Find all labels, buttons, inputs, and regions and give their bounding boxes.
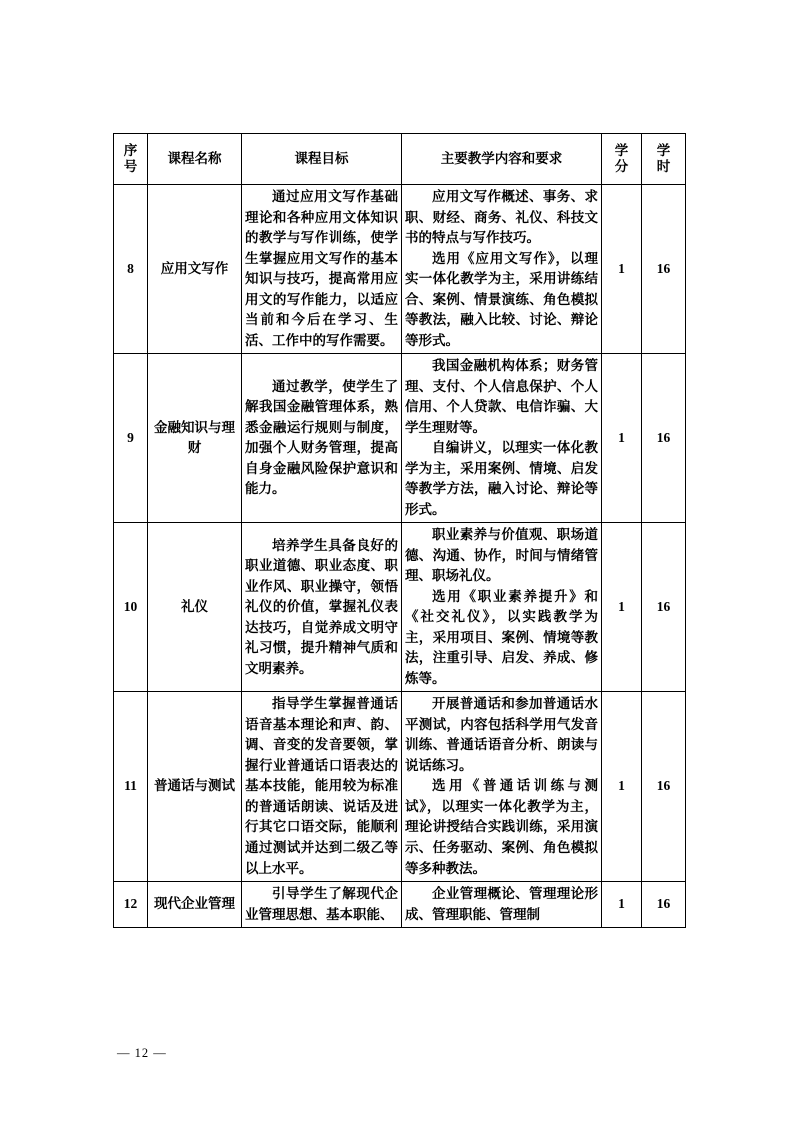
cell-course-content bbox=[402, 882, 602, 928]
cell-course-name: 现代企业管理 bbox=[148, 882, 242, 928]
cell-course-goal bbox=[242, 354, 402, 523]
cell-course-content bbox=[402, 354, 602, 523]
header-cell-no bbox=[114, 134, 148, 185]
goal-paragraph: 指导学生掌握普通话语音基本理论和声、韵、调、音变的发音要领，掌握行业普通话口语表达的基本技能，能用较为标准的普通话朗读、说话及进行其它口语交际，能顺利通过测试并达到二级乙等以上水平。 bbox=[245, 696, 398, 876]
content-paragraph: 我国金融机构体系；财务管理、支付、个人信息保护、个人信用、个人贷款、电信诈骗、大学生理财等。 bbox=[405, 358, 598, 435]
cell-course-goal bbox=[242, 185, 402, 354]
cell-course-content bbox=[402, 692, 602, 882]
goal-paragraph: 引导学生了解现代企业管理思想、基本职能、 bbox=[245, 886, 398, 922]
header-hours-line1: 学 bbox=[656, 143, 671, 159]
page-footer-text: — 12 — bbox=[117, 1046, 167, 1060]
cell-hours: 16 bbox=[642, 692, 686, 882]
goal-paragraph: 通过应用文写作基础理论和各种应用文体知识的教学与写作训练，使学生掌握应用文写作的基本知识与技巧，提高常用应用文的写作能力，以适应当前和今后在学习、生活、工作中的写作需要。 bbox=[245, 189, 398, 348]
content-paragraph: 自编讲义，以理实一体化教学为主，采用案例、情境、启发等教学方法，融入讨论、辩论等形式。 bbox=[405, 440, 598, 517]
cell-hours: 16 bbox=[642, 523, 686, 692]
table-row bbox=[114, 882, 686, 928]
table-row bbox=[114, 523, 686, 692]
goal-paragraph: 培养学生具备良好的职业道德、职业态度、职业作风、职业操守，领悟礼仪的价值，掌握礼仪表达技巧，自觉养成文明守礼习惯，提升精神气质和文明素养。 bbox=[245, 537, 398, 676]
content-paragraph: 开展普通话和参加普通话水平测试，内容包括科学用气发音训练、普通话语音分析、朗读与说话练习。 bbox=[405, 696, 598, 773]
content-paragraph: 选用《普通话训练与测试》，以理实一体化教学为主，理论讲授结合实践训练，采用演示、任务驱动、案例、角色模拟等多种教法。 bbox=[405, 778, 598, 876]
cell-credit: 1 bbox=[602, 185, 642, 354]
content-paragraph: 选用《职业素养提升》和《社交礼仪》，以实践教学为主，采用项目、案例、情境等教法，注重引导、启发、养成、修炼等。 bbox=[405, 588, 598, 686]
cell-course-goal bbox=[242, 523, 402, 692]
table-row bbox=[114, 692, 686, 882]
table-row bbox=[114, 185, 686, 354]
cell-credit: 1 bbox=[602, 523, 642, 692]
header-hours-line2: 时 bbox=[656, 159, 671, 174]
table-body bbox=[114, 185, 686, 928]
header-credit-line2: 分 bbox=[614, 159, 629, 174]
table-row bbox=[114, 354, 686, 523]
cell-course-name: 普通话与测试 bbox=[148, 692, 242, 882]
goal-paragraph: 通过教学，使学生了解我国金融管理体系，熟悉金融运行规则与制度，加强个人财务管理，提高自身金融风险保护意识和能力。 bbox=[245, 378, 398, 497]
cell-no: 12 bbox=[114, 882, 148, 928]
header-credit-line1: 学 bbox=[614, 143, 629, 159]
content-paragraph: 职业素养与价值观、职场道德、沟通、协作，时间与情绪管理、职场礼仪。 bbox=[405, 527, 598, 584]
header-cell-hours bbox=[642, 134, 686, 185]
cell-no: 11 bbox=[114, 692, 148, 882]
cell-course-name: 礼仪 bbox=[148, 523, 242, 692]
cell-course-content bbox=[402, 523, 602, 692]
content-paragraph: 选用《应用文写作》，以理实一体化教学为主，采用讲练结合、案例、情景演练、角色模拟等教法，融入比较、讨论、辩论等形式。 bbox=[405, 250, 598, 348]
cell-no: 10 bbox=[114, 523, 148, 692]
cell-credit: 1 bbox=[602, 882, 642, 928]
header-cell-name: 课程名称 bbox=[148, 134, 242, 185]
cell-no: 8 bbox=[114, 185, 148, 354]
cell-hours: 16 bbox=[642, 185, 686, 354]
cell-course-goal bbox=[242, 882, 402, 928]
cell-course-name: 金融知识与理财 bbox=[148, 354, 242, 523]
header-cell-content: 主要教学内容和要求 bbox=[402, 134, 602, 185]
cell-course-name: 应用文写作 bbox=[148, 185, 242, 354]
course-table bbox=[113, 133, 686, 928]
course-table-container bbox=[113, 133, 685, 928]
cell-credit: 1 bbox=[602, 354, 642, 523]
table-header-row bbox=[114, 134, 686, 185]
header-cell-credit bbox=[602, 134, 642, 185]
content-paragraph: 企业管理概论、管理理论形成、管理职能、管理制 bbox=[405, 886, 598, 922]
cell-no: 9 bbox=[114, 354, 148, 523]
cell-course-content bbox=[402, 185, 602, 354]
cell-hours: 16 bbox=[642, 882, 686, 928]
header-no-line2: 号 bbox=[123, 159, 138, 174]
header-no-line1: 序 bbox=[123, 143, 138, 159]
content-paragraph: 应用文写作概述、事务、求职、财经、商务、礼仪、科技文书的特点与写作技巧。 bbox=[405, 189, 598, 246]
cell-hours: 16 bbox=[642, 354, 686, 523]
header-cell-goal: 课程目标 bbox=[242, 134, 402, 185]
table-header bbox=[114, 134, 686, 185]
cell-course-goal bbox=[242, 692, 402, 882]
cell-credit: 1 bbox=[602, 692, 642, 882]
page-footer bbox=[113, 1046, 685, 1061]
